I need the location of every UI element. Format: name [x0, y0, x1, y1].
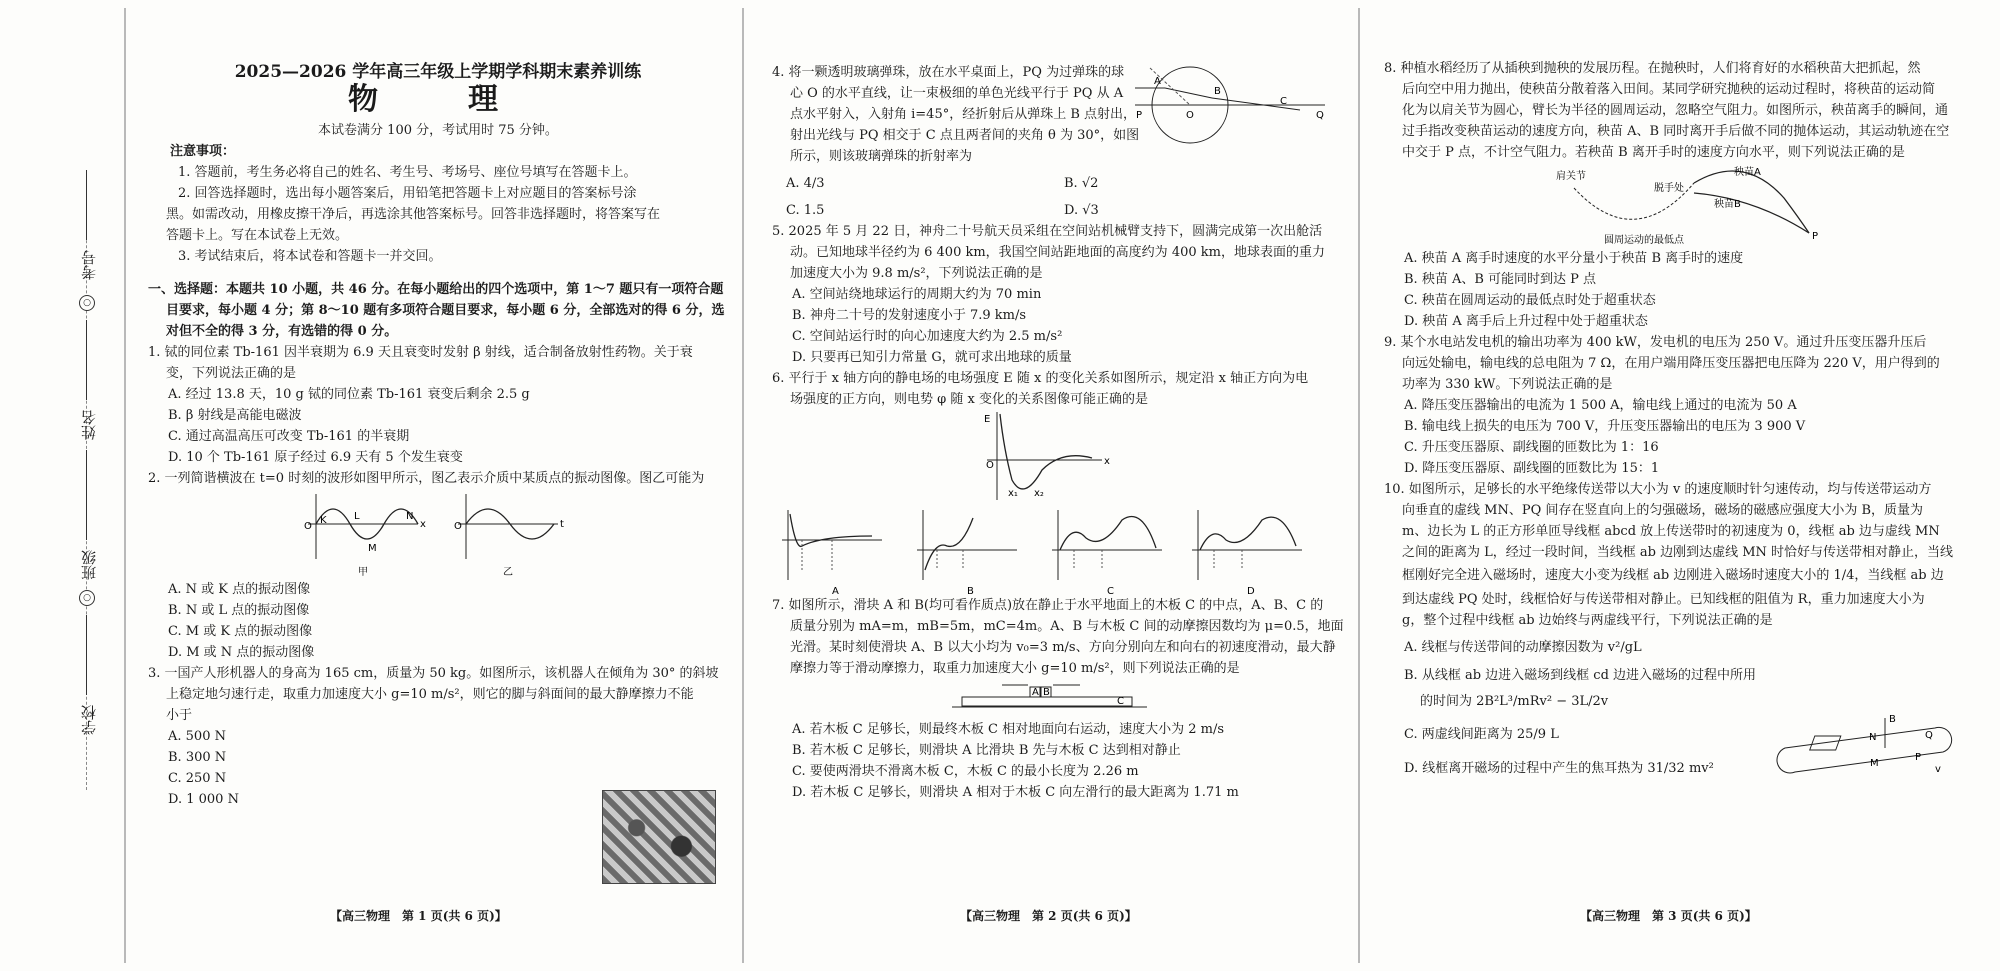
question-3: 上稳定地匀速行走，取重力加速度大小 g=10 m/s²，则它的脚与斜面间的最大静摩擦力不能 [166, 687, 694, 702]
graph-label: B [967, 586, 974, 595]
question-6: 场强度的正方向，则电势 φ 随 x 变化的关系图像可能正确的是 [790, 392, 1148, 407]
notice-line: 3. 考试结束后，将本试卷和答题卡一并交回。 [178, 249, 442, 264]
question-8: 后向空中用力抛出，使秧苗分散着落入田间。某同学研究抛秧的运动过程时，将秧苗的运动简 [1402, 82, 1936, 97]
notice-line: 答题卡上。写在本试卷上无效。 [166, 228, 349, 243]
question-10: g，整个过程中线框 ab 边始终与两虚线平行，下列说法正确的是 [1402, 613, 1773, 628]
question-6: 6. 平行于 x 轴方向的静电场的电场强度 E 随 x 的变化关系如图所示，规定沿 x 轴正方向为电 [772, 371, 1309, 386]
label-lowest-point: 圆周运动的最低点 [1604, 235, 1684, 246]
page-1 [148, 52, 728, 810]
svg-text:O: O [1186, 110, 1194, 121]
question-10: 之间的距离为 L，经过一段时间，当线框 ab 边刚到达虚线 MN 时恰好与传送带相对静止，当线 [1402, 545, 1954, 560]
page-footer: 【高三物理 第 1 页(共 6 页)】 [330, 909, 507, 923]
svg-text:B: B [1889, 714, 1896, 725]
option: D. 1 000 N [168, 792, 239, 807]
svg-text:Q: Q [1316, 110, 1324, 121]
option: A. 线框与传送带间的动摩擦因数为 v²/gL [1404, 640, 1642, 655]
svg-text:N: N [1869, 732, 1877, 743]
page-footer: 【高三物理 第 2 页(共 6 页)】 [960, 909, 1137, 923]
option: C. 空间站运行时的向心加速度大约为 2.5 m/s² [792, 329, 1063, 344]
question-10: 向垂直的虚线 MN、PQ 间存在竖直向上的匀强磁场，磁场的磁感应强度大小为 B，质量为 [1402, 503, 1924, 518]
label-yi: 乙 [503, 567, 513, 578]
q2-figure [148, 489, 728, 579]
question-4: 所示，则该玻璃弹珠的折射率为 [790, 149, 973, 164]
option: C. 升压变压器原、副线圈的匝数比为 1：16 [1404, 440, 1659, 455]
option: B. β 射线是高能电磁波 [168, 408, 302, 423]
label-banji: 班级 [80, 550, 98, 580]
svg-text:C: C [1117, 696, 1124, 707]
svg-text:t: t [560, 519, 564, 530]
label-xingming: 姓名 [80, 410, 98, 440]
question-8: 中交于 P 点，不计空气阻力。若秧苗 B 离开手时的速度方向水平，则下列说法正确的是 [1402, 145, 1905, 160]
option: D. 若木板 C 足够长，则滑块 A 相对于木板 C 向左滑行的最大距离为 1.71 m [792, 785, 1239, 800]
svg-text:O: O [986, 460, 994, 471]
option: C. M 或 K 点的振动图像 [168, 624, 313, 639]
question-9: 功率为 330 kW。下列说法正确的是 [1402, 377, 1613, 392]
conveyor-diagram [1775, 708, 1975, 788]
section-instructions: 目要求，每小题 4 分；第 8～10 题有多项符合题目要求，每小题 6 分，全部选对的得 6 分，选 [166, 303, 725, 318]
page-2 [772, 62, 1342, 803]
subject-title: 物 理 [348, 82, 528, 117]
robot-photo [602, 790, 716, 884]
svg-text:v: v [1935, 764, 1941, 775]
notice-line: 2. 回答选择题时，选出每小题答案后，用铅笔把答题卡上对应题目的答案标号涂 [178, 186, 637, 201]
graph-label: A [832, 586, 839, 595]
option: B. 神舟二十号的发射速度小于 7.9 km/s [792, 308, 1027, 323]
option: D. 10 个 Tb-161 原子经过 6.9 天有 5 个发生衰变 [168, 450, 463, 465]
svg-text:C: C [1280, 96, 1287, 107]
option: B. N 或 L 点的振动图像 [168, 603, 310, 618]
question-7: 7. 如图所示，滑块 A 和 B(均可看作质点)放在静止于水平地面上的木板 C 的中点，A、B、C 的 [772, 598, 1324, 613]
option: B. 从线框 ab 边进入磁场到线框 cd 边进入磁场的过程中所用 [1404, 668, 1757, 683]
svg-text:K: K [320, 515, 327, 526]
label-kaohao: 考号 [80, 250, 98, 280]
svg-text:Q: Q [1925, 730, 1933, 741]
label-seedling-a: 秧苗A [1734, 167, 1761, 178]
option: A. 降压变压器输出的电流为 1 500 A，输电线上通过的电流为 50 A [1404, 398, 1797, 413]
board-diagram [942, 679, 1162, 719]
label-xuexiao: 学校 [80, 705, 98, 735]
question-10: 到达虚线 PQ 处时，线框恰好与传送带相对静止。已知线框的阻值为 R，重力加速度大小为 [1402, 592, 1925, 607]
svg-text:L: L [354, 511, 360, 522]
question-10: 10. 如图所示，足够长的水平绝缘传送带以大小为 v 的速度顺时针匀速传动，均与传送带运动方 [1384, 482, 1932, 497]
question-10: m、边长为 L 的正方形单匝导线框 abcd 放上传送带时的初速度为 0，线框 ab 边与虚线 MN [1402, 524, 1940, 539]
option: A. 经过 13.8 天，10 g 铽的同位素 Tb-161 衰变后剩余 2.5 g [168, 387, 530, 402]
option: D. 降压变压器原、副线圈的匝数比为 15：1 [1404, 461, 1660, 476]
page-footer: 【高三物理 第 3 页(共 6 页)】 [1580, 909, 1757, 923]
label-hand: 脱手处 [1654, 183, 1684, 194]
option: A. 秧苗 A 离手时速度的水平分量小于秧苗 B 离手时的速度 [1404, 251, 1744, 266]
notice-heading: 注意事项： [170, 144, 236, 159]
option: C. 通过高温高压可改变 Tb-161 的半衰期 [168, 429, 410, 444]
option: A. 4/3 [786, 176, 825, 191]
question-1: 变，下列说法正确的是 [166, 366, 297, 381]
label-seedling-b: 秧苗B [1714, 199, 1741, 210]
section-instructions: 对但不全的得 3 分，有选错的得 0 分。 [166, 324, 398, 339]
svg-text:P: P [1915, 752, 1922, 763]
svg-text:B: B [1043, 687, 1050, 698]
option: D. 线框离开磁场的过程中产生的焦耳热为 31/32 mv² [1404, 761, 1714, 776]
binding-margin [60, 170, 120, 790]
option: D. 秧苗 A 离手后上升过程中处于超重状态 [1404, 314, 1648, 329]
option: D. 只要再已知引力常量 G，就可求出地球的质量 [792, 350, 1072, 365]
svg-text:M: M [1870, 758, 1879, 769]
exam-title: 2025—2026 学年高三年级上学期学科期末素养训练 [234, 62, 642, 82]
option: C. 秧苗在圆周运动的最低点时处于超重状态 [1404, 293, 1656, 308]
label-p: P [1812, 231, 1819, 242]
question-1: 1. 铽的同位素 Tb-161 因半衰期为 6.9 天且衰变时发射 β 射线，适合制备放射性药物。关于衰 [148, 345, 693, 360]
question-8: 过手指改变秧苗运动的速度方向，秧苗 A、B 同时离开手后做不同的抛体运动，其运动轨迹在空 [1402, 124, 1950, 139]
question-2: 2. 一列简谐横波在 t=0 时刻的波形如图甲所示，图乙表示介质中某质点的振动图像。图乙可能为 [148, 471, 705, 486]
circle-mark: ○ [79, 295, 95, 311]
exam-info: 本试卷满分 100 分，考试用时 75 分钟。 [318, 123, 558, 138]
question-7: 光滑。某时刻使滑块 A、B 以大小均为 v₀=3 m/s、方向分别向左和向右的初速度滑动，最大静 [790, 640, 1336, 655]
question-3: 小于 [166, 708, 193, 723]
svg-text:O: O [454, 521, 462, 532]
q6-figure [772, 410, 1342, 595]
option: D. √3 [1064, 203, 1099, 218]
svg-text:x: x [1104, 456, 1110, 467]
page-3 [1384, 58, 1974, 786]
notice-line: 1. 答题前，考生务必将自己的姓名、考生号、考场号、座位号填写在答题卡上。 [178, 165, 637, 180]
question-10: 框刚好完全进入磁场时，速度大小变为线框 ab 边刚进入磁场时速度大小的 1/4，当线框 ab 边 [1402, 568, 1944, 583]
option: D. M 或 N 点的振动图像 [168, 645, 315, 660]
question-8: 化为以肩关节为圆心，臂长为半径的圆周运动，忽略空气阻力。如图所示，秧苗离手的瞬间，通 [1402, 103, 1949, 118]
option: C. 1.5 [786, 203, 825, 218]
question-5: 加速度大小为 9.8 m/s²，下列说法正确的是 [790, 266, 1043, 281]
graph-label: C [1107, 586, 1114, 595]
svg-text:M: M [368, 543, 377, 554]
rice-throw-diagram [1554, 163, 1834, 248]
binding-line [124, 8, 126, 963]
option: B. √2 [1064, 176, 1099, 191]
q7-figure [772, 679, 1342, 719]
section-instructions: 一、选择题：本题共 10 小题，共 46 分。在每小题给出的四个选项中，第 1～7 题只有一项符合题 [148, 282, 724, 297]
marble-diagram [1130, 58, 1330, 153]
option: A. 500 N [168, 729, 226, 744]
wave-graphs [298, 489, 598, 579]
question-4: 射出光线与 PQ 相交于 C 点且两者间的夹角 θ 为 30°，如图 [790, 128, 1140, 143]
option: B. 输电线上损失的电压为 700 V，升压变压器输出的电压为 3 900 V [1404, 419, 1806, 434]
question-5: 5. 2025 年 5 月 22 日，神舟二十号航天员采组在空间站机械臂支持下，圆满完成第一次出舱活 [772, 224, 1323, 239]
option: C. 要使两滑块不滑离木板 C，木板 C 的最小长度为 2.26 m [792, 764, 1139, 779]
label-shoulder: 肩关节 [1556, 171, 1586, 182]
question-5: 动。已知地球半径约为 6 400 km，我国空间站距地面的高度约为 400 km，地球表面的重力 [790, 245, 1325, 260]
svg-text:P: P [1136, 110, 1143, 121]
svg-text:O: O [304, 521, 312, 532]
svg-text:x₂: x₂ [1034, 488, 1044, 499]
option: A. 空间站绕地球运行的周期大约为 70 min [792, 287, 1042, 302]
question-4: 心 O 的水平直线，让一束极细的单色光线平行于 PQ 从 A [790, 86, 1124, 101]
svg-text:x₁: x₁ [1008, 488, 1018, 499]
circle-mark: ○ [79, 590, 95, 606]
question-7: 质量分别为 mA=m，mB=5m，mC=4m。A、B 与木板 C 间的动摩擦因数均为 μ=0.5，地面 [790, 619, 1344, 634]
question-9: 向远处输电，输电线的总电阻为 7 Ω，在用户端用降压变压器把电压降为 220 V，用户得到的 [1402, 356, 1940, 371]
question-8: 8. 种植水稻经历了从插秧到抛秧的发展历程。在抛秧时，人们将育好的水稻秧苗大把抓起，然 [1384, 61, 1921, 76]
question-4: 点水平射入，入射角 i=45°，经折射后从弹珠上 B 点射出， [790, 107, 1137, 122]
question-7: 摩擦力等于滑动摩擦力，取重力加速度大小 g=10 m/s²，则下列说法正确的是 [790, 661, 1240, 676]
svg-text:A: A [1032, 687, 1039, 698]
page-divider [742, 8, 744, 963]
graph-label: D [1247, 586, 1255, 595]
notice-line: 黑。如需改动，用橡皮擦干净后，再选涂其他答案标号。回答非选择题时，将答案写在 [166, 207, 661, 222]
page-divider [1358, 8, 1360, 963]
option: 的时间为 2B²L³/mRv² − 3L/2v [1420, 694, 1609, 709]
label-jia: 甲 [358, 567, 368, 578]
question-4: 4. 将一颗透明玻璃弹珠，放在水平桌面上，PQ 为过弹珠的球 [772, 65, 1125, 80]
svg-text:x: x [420, 519, 426, 530]
field-graphs [772, 410, 1312, 595]
svg-text:N: N [406, 511, 414, 522]
option: B. 300 N [168, 750, 227, 765]
option: B. 秧苗 A、B 可能同时到达 P 点 [1404, 272, 1597, 287]
option: B. 若木板 C 足够长，则滑块 A 比滑块 B 先与木板 C 达到相对静止 [792, 743, 1181, 758]
q8-figure [1384, 163, 1974, 248]
svg-text:E: E [984, 414, 991, 425]
question-9: 9. 某个水电站发电机的输出功率为 400 kW，发电机的电压为 250 V。通过升压变压器升压后 [1384, 335, 1927, 350]
option: C. 两虚线间距离为 25/9 L [1404, 727, 1559, 742]
svg-text:A: A [1154, 76, 1161, 87]
option: A. 若木板 C 足够长，则最终木板 C 相对地面向右运动，速度大小为 2 m/s [792, 722, 1224, 737]
option: C. 250 N [168, 771, 227, 786]
option: A. N 或 K 点的振动图像 [168, 582, 311, 597]
svg-text:B: B [1214, 86, 1221, 97]
question-3: 3. 一国产人形机器人的身高为 165 cm，质量为 50 kg。如图所示，该机器人在倾角为 30° 的斜坡 [148, 666, 719, 681]
